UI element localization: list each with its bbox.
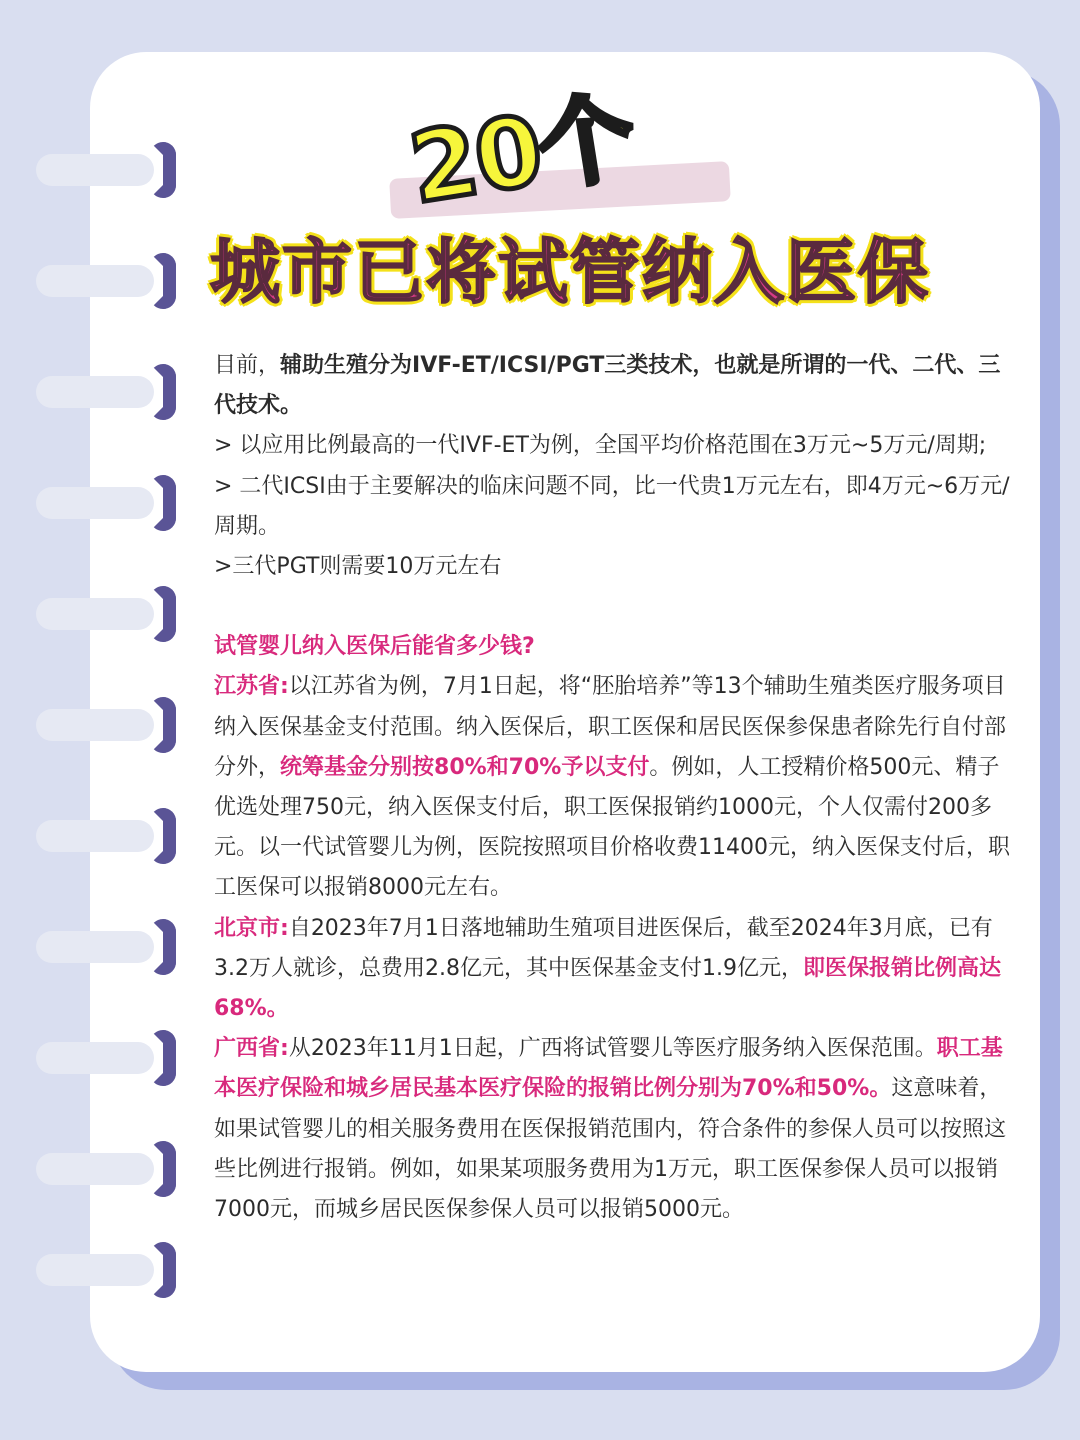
jiangsu-highlight: 统筹基金分别按80%和70%予以支付	[280, 754, 650, 780]
intro-bold: 辅助生殖分为IVF-ET/ICSI/PGT三类技术，也就是所谓的一代、二代、三代技术。	[214, 353, 1001, 419]
jiangsu-text-2: 。例如，人工授精价格500元、精子优选处理750元，纳入医保支付后，职工医保报销约1000元，个人仅需付200多元。以一代试管婴儿为例，医院按照项目价格收费11400元，纳入医保支付后，职工医保可以报销8000元左右。	[214, 754, 1010, 901]
guangxi-label: 广西省:	[214, 1036, 289, 1062]
guangxi-text: 从2023年11月1日起，广西将试管婴儿等医疗服务纳入医保范围。	[288, 1036, 937, 1062]
guangxi-highlight: 职工基本医疗保险和城乡居民基本医疗保险的报销比例分别为70%和50%。	[214, 1036, 1003, 1102]
binder-ring	[30, 584, 180, 644]
binder-ring	[30, 1028, 180, 1088]
jiangsu-label: 江苏省:	[214, 674, 289, 700]
binder-ring	[30, 917, 180, 977]
beijing-text: 自2023年7月1日落地辅助生殖项目进医保后，截至2024年3月底，已有3.2万人就诊，总费用2.8亿元，其中医保基金支付1.9亿元，	[214, 915, 993, 981]
guangxi-paragraph	[214, 1029, 1014, 1230]
count-badge: 20个	[402, 79, 642, 226]
guangxi-text-2: 这意味着，如果试管婴儿的相关服务费用在医保报销范围内，符合条件的参保人员可以按照这些比例进行报销。例如，如果某项服务费用为1万元，职工医保参保人员可以报销7000元，而城乡居民医保参保人员可以报销5000元。	[214, 1076, 1007, 1223]
intro-paragraph	[214, 346, 1014, 426]
bullet-pgt: >三代PGT则需要10万元左右	[214, 554, 502, 580]
binder-ring	[30, 1139, 180, 1199]
bullet-icsi: > 二代ICSI由于主要解决的临床问题不同，比一代贵1万元左右，即4万元~6万元/周期。	[214, 473, 1010, 539]
binder-ring	[30, 695, 180, 755]
intro-lead: 目前，	[214, 353, 281, 378]
bullet-ivf: > 以应用比例最高的一代IVF-ET为例，全国平均价格范围在3万元~5万元/周期;	[214, 433, 987, 459]
binder-ring	[30, 251, 180, 311]
binder-ring	[30, 362, 180, 422]
binder-ring	[30, 140, 180, 200]
page-title: 城市已将试管纳入医保	[210, 231, 930, 313]
binder-ring	[30, 473, 180, 533]
article-body	[214, 346, 1014, 1230]
section-title: 试管婴儿纳入医保后能省多少钱?	[214, 634, 535, 660]
jiangsu-paragraph	[214, 667, 1014, 908]
binder-ring	[30, 806, 180, 866]
beijing-highlight: 即医保报销比例高达68%。	[214, 955, 1001, 1022]
jiangsu-text: 以江苏省为例，7月1日起，将“胚胎培养”等13个辅助生殖类医疗服务项目纳入医保基金支付范围。纳入医保后，职工医保和居民医保参保患者除先行自付部分外，	[214, 674, 1007, 780]
beijing-label: 北京市:	[214, 915, 289, 941]
binder-ring	[30, 1240, 180, 1300]
beijing-paragraph	[214, 909, 1014, 1030]
